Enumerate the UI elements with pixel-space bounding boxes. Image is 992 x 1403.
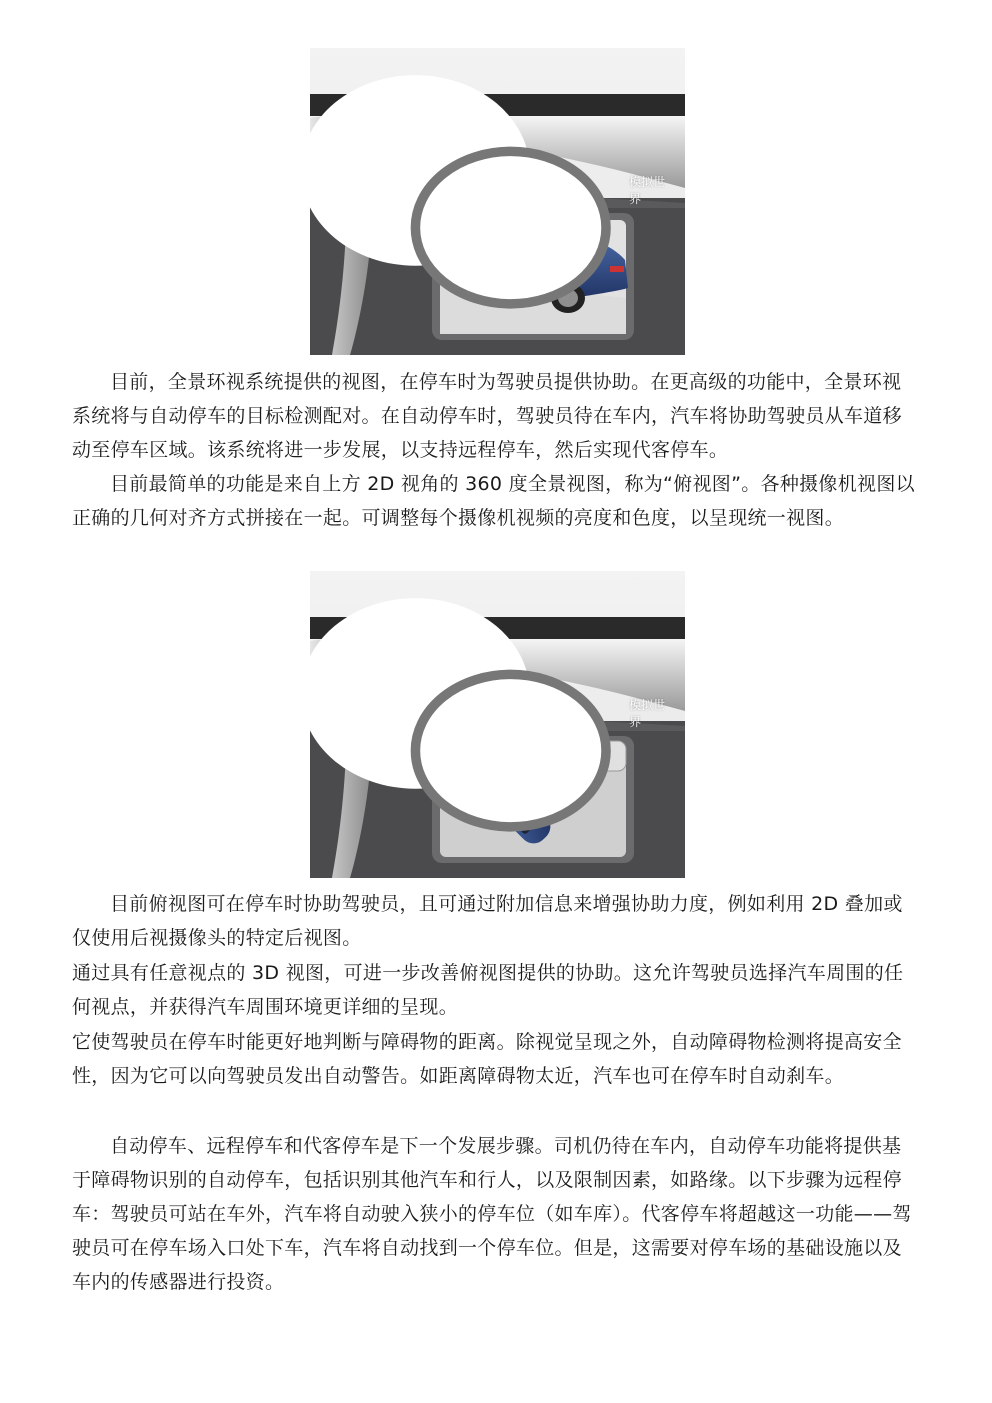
- paragraph-6: 自动停车、远程停车和代客停车是下一个发展步骤。司机仍待在车内，自动停车功能将提供基于障碍物识别的自动停车，包括识别其他汽车和行人，以及限制因素，如路缘。以下步骤为远程停车：驾驶员可站在车外，汽车将自动驶入狭小的停车位（如车库）。代客停车将超越这一功能——驾驶员可在停车场入口处下车，汽车将自动找到一个停车位。但是，这需要对停车场的基础设施以及车内的传感器进行投资。: [72, 1135, 912, 1293]
- wechat-icon: [310, 571, 625, 866]
- paragraph-2: 目前最简单的功能是来自上方 2D 视角的 360 度全景视图，称为“俯视图”。各种摄像机视图以正确的几何对齐方式拼接在一起。可调整每个摄像机视频的亮度和色度，以呈现统一视图。: [72, 473, 915, 529]
- watermark-text: 模拟世界: [629, 174, 666, 206]
- paragraph-3: 目前俯视图可在停车时协助驾驶员，且可通过附加信息来增强协助力度，例如利用 2D 叠加或仅使用后视摄像头的特定后视图。: [72, 893, 903, 949]
- paragraph-1: 目前，全景环视系统提供的视图，在停车时为驾驶员提供协助。在更高级的功能中，全景环视系统将与自动停车的目标检测配对。在自动停车时，驾驶员待在车内，汽车将协助驾驶员从车道移动至停车区域。该系统将进一步发展，以支持远程停车，然后实现代客停车。: [72, 371, 902, 461]
- paragraph-5: 它使驾驶员在停车时能更好地判断与障碍物的距离。除视觉呈现之外，自动障碍物检测将提高安全性，因为它可以向驾驶员发出自动警告。如距离障碍物太近，汽车也可在停车时自动刹车。: [72, 1031, 902, 1087]
- paragraph-4: 通过具有任意视点的 3D 视图，可进一步改善俯视图提供的协助。这允许驾驶员选择汽车周围的任何视点，并获得汽车周围环境更详细的呈现。: [72, 962, 904, 1018]
- watermark-text: 模拟世界: [629, 697, 666, 729]
- figure-top-view: [310, 571, 685, 878]
- wechat-icon: [310, 48, 625, 343]
- watermark: [310, 48, 673, 343]
- watermark: [310, 571, 673, 866]
- figure-3d-view: [310, 48, 685, 355]
